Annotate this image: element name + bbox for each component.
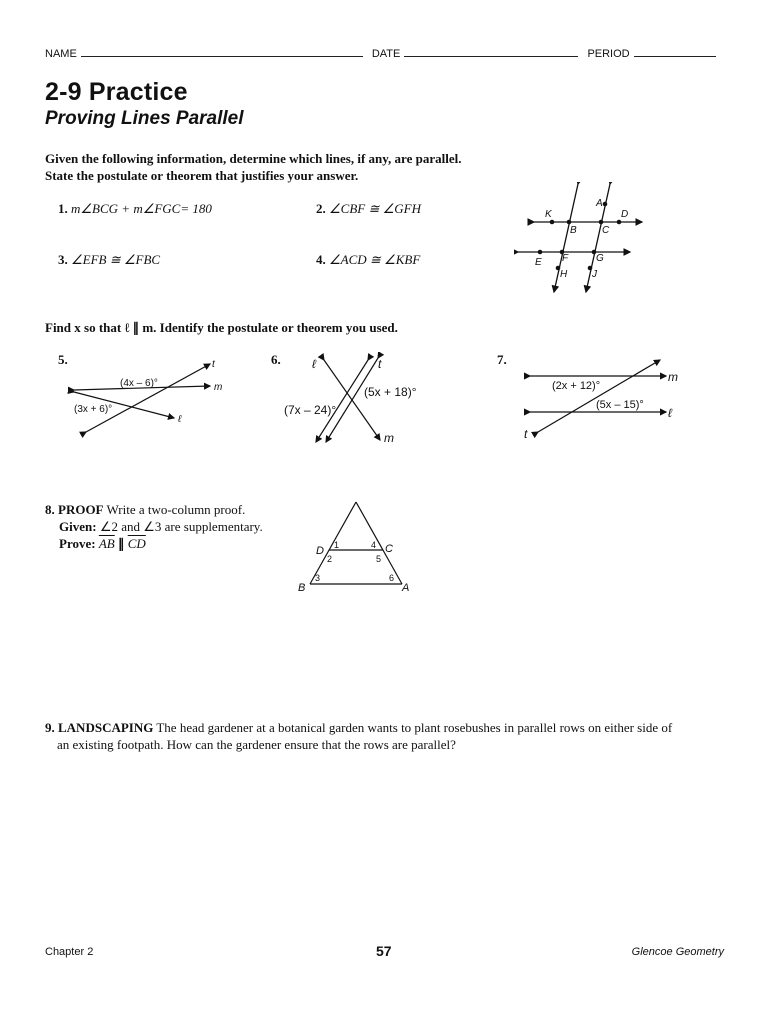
line-t xyxy=(86,364,210,432)
angle-label-2: (7x – 24)° xyxy=(284,403,337,417)
label-d: D xyxy=(621,209,629,220)
section1-instructions-line1: Given the following information, determine which lines, if any, are parallel. xyxy=(45,151,462,166)
problem-2 xyxy=(316,201,421,217)
period-blank[interactable] xyxy=(634,46,716,57)
figure-problem-7 xyxy=(518,352,688,444)
problem-6-number: 6. xyxy=(271,352,281,367)
point-b xyxy=(567,220,572,225)
label-f: F xyxy=(562,253,569,264)
problem-text: ∠CBF ≅ ∠GFH xyxy=(329,201,421,216)
parallel-lines-figure-1 xyxy=(514,182,646,294)
angle-4: 4 xyxy=(371,540,377,550)
page-title: 2-9 Practice xyxy=(45,78,188,106)
line-t-label: t xyxy=(524,427,528,441)
problem-heading: PROOF xyxy=(58,502,104,517)
figure-problem-8-triangle xyxy=(294,496,418,596)
point-a xyxy=(603,202,608,207)
segment-cd: $\overline{CD}$ xyxy=(127,536,146,551)
problem-text-line1: The head gardener at a botanical garden wants to plant rosebushes in parallel rows on either side of xyxy=(156,720,673,735)
label-c: C xyxy=(602,225,610,236)
given-text: ∠2 and ∠3 are supplementary. xyxy=(99,519,263,534)
date-blank[interactable] xyxy=(404,46,578,57)
section2-instructions: Find x so that ℓ ∥ m. Identify the postulate or theorem you used. xyxy=(45,320,398,335)
label-c: C xyxy=(385,543,393,555)
problem-3 xyxy=(58,252,160,268)
problem-text-line2: an existing footpath. How can the gardener ensure that the rows are parallel? xyxy=(57,737,456,752)
line-t-label: t xyxy=(212,359,215,370)
prove-label: Prove: xyxy=(59,536,96,551)
problem-text: m∠BCG + m∠FGC= 180 xyxy=(71,201,212,216)
problem-number: 1. xyxy=(58,201,68,216)
line-m-label: m xyxy=(214,382,223,393)
line-m-label: m xyxy=(384,431,394,445)
label-j: J xyxy=(592,269,597,280)
problem-4 xyxy=(316,252,420,268)
problem-text: ∠ACD ≅ ∠KBF xyxy=(329,252,421,267)
date-label: DATE xyxy=(371,48,401,60)
figure-problem-6 xyxy=(282,352,422,448)
problem-number: 3. xyxy=(58,252,68,267)
problem-heading: LANDSCAPING xyxy=(58,720,154,735)
label-d: D xyxy=(316,545,324,557)
side-right xyxy=(356,502,402,584)
page-subtitle: Proving Lines Parallel xyxy=(45,108,244,129)
label-k: K xyxy=(545,209,552,220)
problem-number: 4. xyxy=(316,252,326,267)
figure-problem-5 xyxy=(66,352,232,438)
angle-label-1: (4x – 6)° xyxy=(120,378,158,389)
section1-instructions xyxy=(45,150,461,184)
angle-1: 1 xyxy=(334,540,340,550)
angle-label-1: (5x + 18)° xyxy=(364,385,417,399)
problem-7-number: 7. xyxy=(497,352,507,367)
angle-label-2: (5x – 15)° xyxy=(596,399,644,411)
point-k xyxy=(550,220,555,225)
name-blank[interactable] xyxy=(81,46,363,57)
problem-number: 2. xyxy=(316,201,326,216)
problem-text: Write a two-column proof. xyxy=(106,502,246,517)
student-info-header xyxy=(45,46,725,60)
label-e: E xyxy=(535,257,542,268)
angle-label-2: (3x + 6)° xyxy=(74,404,113,415)
line-l-label: ℓ xyxy=(178,414,182,425)
angle-label-1: (2x + 12)° xyxy=(552,380,601,392)
problem-5-number: 5. xyxy=(58,352,68,367)
given-label: Given: xyxy=(59,519,97,534)
label-a: A xyxy=(402,582,410,594)
footer-page-number: 57 xyxy=(376,943,392,959)
problem-number: 9. xyxy=(45,720,55,735)
angle-3: 3 xyxy=(315,573,321,583)
label-a: A xyxy=(596,198,603,209)
line-m-label: m xyxy=(668,370,678,384)
name-label: NAME xyxy=(45,48,77,60)
label-g: G xyxy=(596,253,604,264)
footer-book-title: Glencoe Geometry xyxy=(631,946,724,958)
problem-text: ∠EFB ≅ ∠FBC xyxy=(71,252,161,267)
segment-ab: $\overline{AB}$ xyxy=(98,536,115,551)
point-d xyxy=(617,220,622,225)
angle-6: 6 xyxy=(389,573,395,583)
angle-5: 5 xyxy=(376,554,382,564)
problem-8 xyxy=(45,501,263,552)
line-t xyxy=(538,360,660,432)
line-l-label: ℓ xyxy=(668,406,672,420)
label-h: H xyxy=(560,269,568,280)
line-m xyxy=(326,358,378,442)
section1-instructions-line2: State the postulate or theorem that justifies your answer. xyxy=(45,168,359,183)
problem-1 xyxy=(58,201,212,217)
line-t xyxy=(316,360,368,442)
label-b: B xyxy=(298,582,306,594)
label-b: B xyxy=(570,225,577,236)
point-c xyxy=(599,220,604,225)
point-e xyxy=(538,250,543,255)
problem-9 xyxy=(45,719,735,753)
line-t-label: t xyxy=(378,357,382,371)
line-l-label: ℓ xyxy=(312,357,316,371)
period-label: PERIOD xyxy=(587,48,630,60)
side-left xyxy=(310,502,356,584)
problem-number: 8. xyxy=(45,502,55,517)
angle-2: 2 xyxy=(327,554,333,564)
footer-chapter: Chapter 2 xyxy=(45,946,94,958)
parallel-symbol: ∥ xyxy=(117,536,125,551)
